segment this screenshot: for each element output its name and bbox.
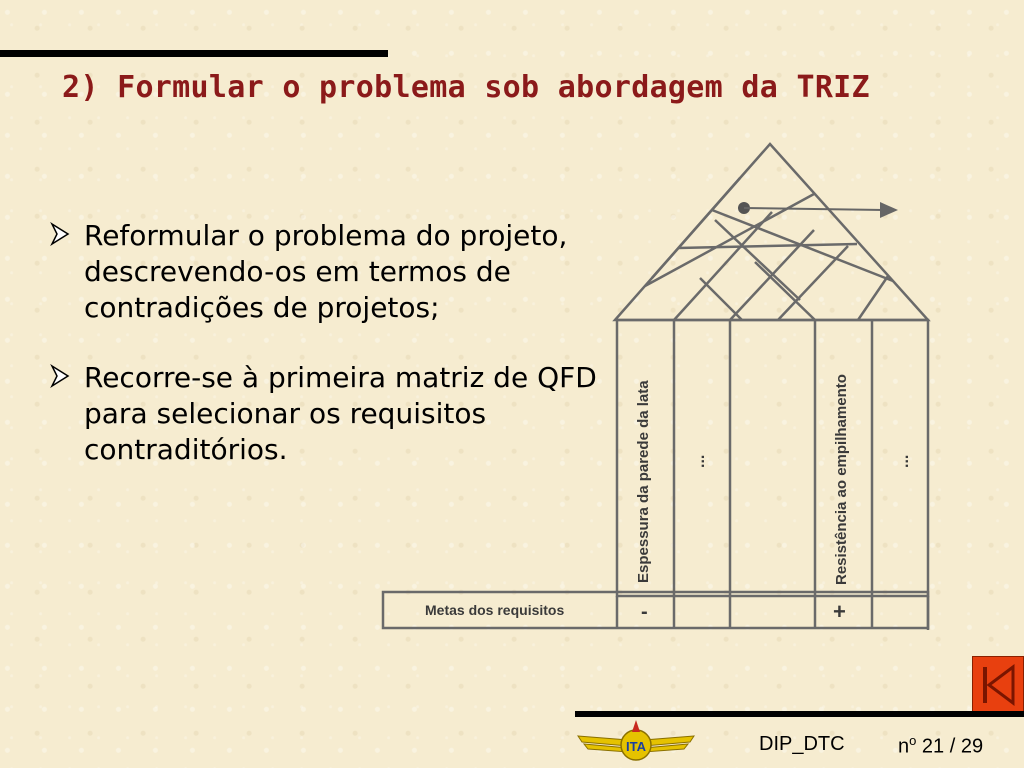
column-ellipsis: ... <box>691 454 708 468</box>
slide-title: 2) Formular o problema sob abordagem da TRIZ <box>62 70 870 105</box>
page-prefix-sup: o <box>909 733 917 748</box>
arrowhead-bullet-icon <box>50 222 70 246</box>
first-slide-button[interactable] <box>972 656 1024 714</box>
correlation-arrow <box>738 202 898 218</box>
first-slide-icon <box>973 657 1023 713</box>
title-top-rule <box>0 50 388 57</box>
column-label-stacking-strength: Resistência ao empilhamento <box>833 374 850 585</box>
target-sign-minus: - <box>641 601 648 623</box>
ita-logo-lettering: ITA <box>626 739 646 754</box>
targets-row-label: Metas dos requisitos <box>425 602 565 618</box>
ita-logo <box>576 718 696 766</box>
footer-rule <box>575 711 1024 717</box>
column-ellipsis: ... <box>895 454 912 468</box>
qfd-house-of-quality-diagram <box>380 140 940 640</box>
bullet-text: Recorre-se à primeira matriz de QFD para selecionar os requisitos contraditórios. <box>84 361 597 466</box>
footer-department: DIP_DTC <box>759 733 845 755</box>
correlation-roof <box>615 144 928 320</box>
requirement-columns <box>617 320 928 630</box>
page-count: 21 / 29 <box>921 735 984 758</box>
arrowhead-bullet-icon <box>50 364 70 388</box>
target-sign-plus: + <box>833 599 846 624</box>
footer-page-number <box>898 733 983 759</box>
column-label-wall-thickness: Espessura da parede da lata <box>635 380 652 583</box>
bullet-text: Reformular o problema do projeto, descrevendo-os em termos de contradições de projetos; <box>84 219 568 324</box>
page-prefix: n <box>898 735 910 758</box>
